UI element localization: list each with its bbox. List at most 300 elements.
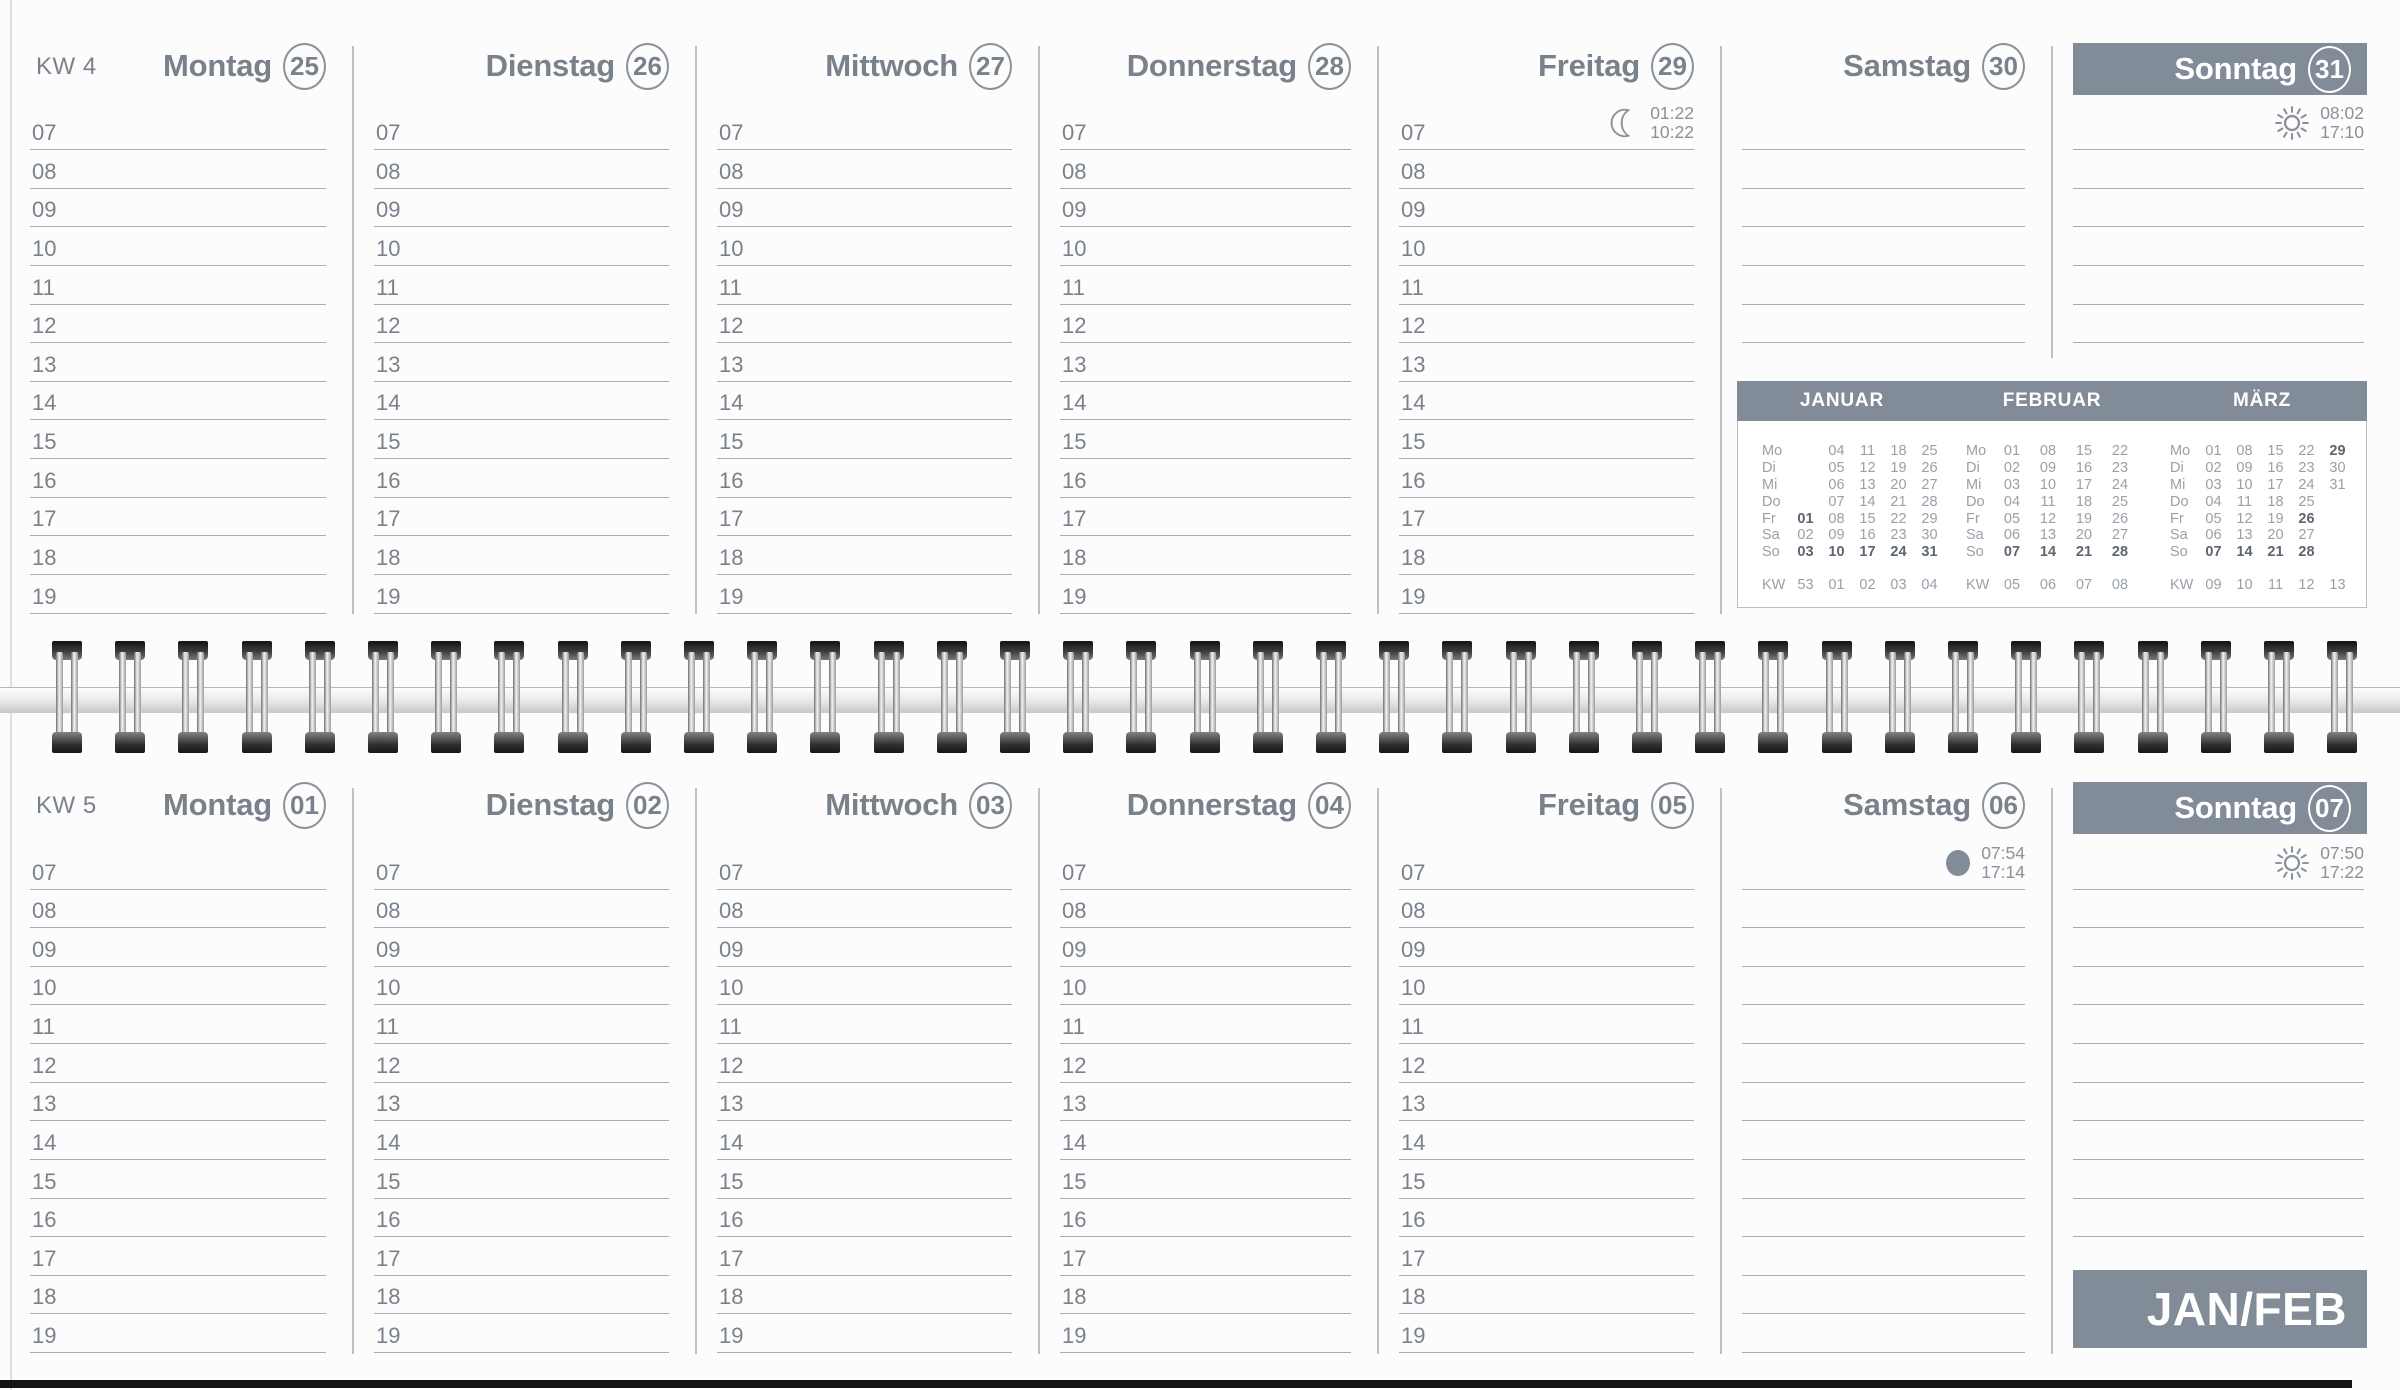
hour-line: [30, 226, 326, 227]
hour-line: [30, 613, 326, 614]
spiral-coil: [431, 641, 461, 753]
mini-calendar-cell: 04: [1828, 443, 1845, 460]
spiral-coil: [1569, 641, 1599, 753]
hour-label: 15: [719, 429, 744, 455]
hour-label: 12: [32, 1052, 57, 1078]
hour-label: 18: [719, 544, 744, 570]
mini-calendar-cell: 05: [2205, 510, 2222, 527]
mini-calendar-weekday-label: Do: [1966, 493, 1985, 510]
hour-line: [1399, 1198, 1694, 1199]
hour-line: [1399, 1082, 1694, 1083]
hour-label: 19: [1401, 583, 1426, 609]
spiral-coil-bottom-cap: [305, 732, 335, 753]
mini-calendar-cell: 15: [2267, 443, 2284, 460]
hour-label: 09: [1401, 936, 1426, 962]
hour-label: 07: [376, 859, 401, 885]
spiral-coil: [52, 641, 82, 753]
mini-calendar-cell: 14: [1859, 493, 1876, 510]
hour-label: 18: [32, 1284, 57, 1310]
hour-label: 18: [1062, 1284, 1087, 1310]
mini-calendar-cell: 10: [2039, 476, 2057, 493]
spiral-coil-bottom-cap: [1190, 732, 1220, 753]
day-number-badge: 29: [1651, 43, 1694, 90]
spiral-coil-bottom-cap: [747, 732, 777, 753]
hour-label: 16: [1401, 467, 1426, 493]
hour-line: [30, 381, 326, 382]
astro-times: [2320, 844, 2364, 883]
astro-time: 01:22: [1650, 102, 1694, 123]
hour-label: 15: [32, 429, 57, 455]
hour-line: [1060, 458, 1351, 459]
spiral-coil-bottom-cap: [1442, 732, 1472, 753]
hour-line: [717, 1120, 1012, 1121]
spiral-coil: [1000, 641, 1030, 753]
mini-calendar-cell: 18: [2267, 493, 2284, 510]
mini-calendar-weekday-label: Fr: [2170, 510, 2184, 527]
day-name: Montag: [163, 787, 272, 822]
spiral-coil-wire: [1573, 652, 1580, 742]
mini-calendar-weekday-label: Mo: [2170, 443, 2191, 460]
spiral-coil-wire: [1004, 652, 1011, 742]
hour-label: 18: [32, 544, 57, 570]
hour-label: 15: [1401, 1168, 1426, 1194]
mini-calendar-cell: 08: [2236, 443, 2253, 460]
day-header: [717, 40, 1012, 92]
mini-calendar-cell: 03: [2205, 476, 2222, 493]
hour-label: 16: [1062, 467, 1087, 493]
spiral-coil-bottom-cap: [1632, 732, 1662, 753]
note-line: [1742, 149, 2025, 150]
hour-label: 11: [719, 274, 742, 300]
mini-calendar-cell: 26: [1921, 460, 1938, 477]
mini-calendar-cell: 23: [2111, 460, 2129, 477]
mini-calendar-body: [1737, 421, 2367, 608]
hour-line: [1060, 226, 1351, 227]
mini-calendar-cell: 12: [2236, 510, 2253, 527]
hour-line: [30, 966, 326, 967]
mini-calendar-kw-cell: 01: [1828, 576, 1845, 593]
hour-line: [717, 1082, 1012, 1083]
spiral-coil-wire: [1145, 652, 1152, 742]
hour-label: 18: [376, 544, 401, 570]
hour-label: 14: [719, 390, 744, 416]
hour-label: 16: [376, 467, 401, 493]
hour-label: 11: [1401, 1014, 1424, 1040]
mini-calendar-cell: 16: [1859, 527, 1876, 544]
mini-calendar-cell: 20: [1890, 476, 1907, 493]
mini-calendar-kw-cell: 04: [1921, 576, 1938, 593]
spiral-coil: [2201, 641, 2231, 753]
note-line: [2073, 889, 2364, 890]
hour-label: 13: [1401, 351, 1426, 377]
spiral-coil: [1948, 641, 1978, 753]
hour-line: [1399, 889, 1694, 890]
spiral-coil-bottom-cap: [937, 732, 967, 753]
mini-calendar-cell: 17: [2075, 476, 2093, 493]
mini-calendar-cell: 11: [2040, 493, 2056, 510]
day-number-badge: 02: [626, 782, 669, 829]
day-number-badge: 25: [283, 43, 326, 90]
spiral-coil-wire: [829, 652, 836, 742]
mini-calendar-cell: 08: [1828, 510, 1845, 527]
spiral-coil-bottom-cap: [431, 732, 461, 753]
hour-line: [1060, 927, 1351, 928]
spiral-coil-wire: [324, 652, 331, 742]
hour-line: [374, 1159, 669, 1160]
spiral-coil-bottom-cap: [621, 732, 651, 753]
spiral-coil: [1190, 641, 1220, 753]
mini-calendar-weekday-label: Fr: [1966, 510, 1980, 527]
hour-line: [1399, 188, 1694, 189]
spiral-coil: [2264, 641, 2294, 753]
hour-label: 13: [1401, 1091, 1426, 1117]
spiral-coil-wire: [56, 652, 63, 742]
hour-label: 14: [376, 1129, 401, 1155]
hour-label: 14: [1401, 1129, 1426, 1155]
spiral-coil-wire: [2030, 652, 2037, 742]
spiral-coil: [1506, 641, 1536, 753]
hour-label: 07: [1401, 859, 1426, 885]
mini-calendar-cell: 24: [2111, 476, 2129, 493]
day-header: [1060, 779, 1351, 831]
spiral-coil-bottom-cap: [1822, 732, 1852, 753]
spiral-coil-wire: [1762, 652, 1769, 742]
spiral-coil-wire: [956, 652, 963, 742]
mini-calendar-cell: 31: [1921, 544, 1938, 561]
hour-line: [374, 535, 669, 536]
hour-line: [1399, 1313, 1694, 1314]
hour-line: [1060, 381, 1351, 382]
mini-calendar-day-row: [1762, 527, 1950, 544]
spiral-coil-bottom-cap: [1948, 732, 1978, 753]
hour-line: [30, 574, 326, 575]
mini-calendar-day-row: [1966, 493, 2154, 510]
mini-calendar-cell: 25: [2111, 493, 2129, 510]
spiral-coil-wire: [1510, 652, 1517, 742]
column-divider: [2051, 46, 2053, 358]
mini-calendar-kw-row: [1966, 577, 2154, 594]
mini-calendar-cell: 13: [1859, 476, 1876, 493]
spiral-coil-wire: [1082, 652, 1089, 742]
mini-calendar-day-row: [1966, 510, 2154, 527]
mini-calendar-cell: 07: [1828, 493, 1845, 510]
mini-calendar-cell: 29: [1921, 510, 1938, 527]
note-line: [1742, 226, 2025, 227]
hour-label: 13: [1062, 1091, 1087, 1117]
spiral-coil-wire: [562, 652, 569, 742]
mini-calendar-kw-row: [1762, 577, 1950, 594]
note-line: [1742, 1120, 2025, 1121]
spiral-coil-wire: [2331, 652, 2338, 742]
hour-label: 11: [376, 274, 399, 300]
note-line: [1742, 966, 2025, 967]
day-header-highlighted: [2073, 782, 2367, 834]
mini-calendar-kw-cell: 05: [2003, 576, 2021, 593]
note-line: [1742, 1043, 2025, 1044]
hour-line: [717, 419, 1012, 420]
hour-label: 17: [719, 506, 744, 532]
hour-line: [1399, 574, 1694, 575]
spiral-coil-bottom-cap: [178, 732, 208, 753]
mini-calendar-kw-cell: 09: [2205, 576, 2222, 593]
note-line: [1742, 265, 2025, 266]
day-number-badge: 04: [1308, 782, 1351, 829]
spiral-coil-wire: [1209, 652, 1216, 742]
mini-calendar-cell: 20: [2267, 527, 2284, 544]
day-header: [30, 40, 326, 92]
hour-line: [717, 574, 1012, 575]
mini-calendar-day-row: [1762, 544, 1950, 561]
spiral-coil-wire: [941, 652, 948, 742]
spiral-coil: [1758, 641, 1788, 753]
hour-label: 14: [1062, 390, 1087, 416]
kw-label: KW 4: [36, 53, 97, 80]
hour-line: [1399, 966, 1694, 967]
hour-line: [374, 188, 669, 189]
hour-label: 09: [719, 197, 744, 223]
column-divider: [1377, 46, 1379, 614]
hour-label: 10: [32, 975, 57, 1001]
spiral-coil-wire: [182, 652, 189, 742]
hour-label: 09: [376, 197, 401, 223]
hour-label: 10: [1062, 975, 1087, 1001]
spiral-coil-bottom-cap: [1063, 732, 1093, 753]
hour-label: 15: [1062, 1168, 1087, 1194]
spiral-coil: [1316, 641, 1346, 753]
day-name: Samstag: [1843, 48, 1971, 83]
day-header: [717, 779, 1012, 831]
hour-label: 13: [376, 351, 401, 377]
hour-label: 15: [719, 1168, 744, 1194]
spiral-coil-bottom-cap: [1885, 732, 1915, 753]
spiral-coil: [1632, 641, 1662, 753]
spiral-coil-bottom-cap: [1000, 732, 1030, 753]
hour-line: [30, 304, 326, 305]
spiral-coil-wire: [2093, 652, 2100, 742]
mini-calendar-cell: 28: [1921, 493, 1938, 510]
hour-line: [1060, 188, 1351, 189]
hour-label: 16: [719, 467, 744, 493]
note-line: [1742, 1159, 2025, 1160]
spiral-coil-wire: [2268, 652, 2275, 742]
spiral-coil-wire: [387, 652, 394, 742]
day-name: Dienstag: [485, 48, 615, 83]
astro-times: [1650, 104, 1694, 143]
hour-line: [1399, 419, 1694, 420]
spiral-coil-bottom-cap: [2074, 732, 2104, 753]
note-line: [2073, 927, 2364, 928]
spiral-coil: [937, 641, 967, 753]
hour-line: [1060, 419, 1351, 420]
mini-calendar-cell: 30: [2329, 460, 2346, 477]
hour-line: [374, 574, 669, 575]
spiral-coil-wire: [1320, 652, 1327, 742]
mini-calendar-cell: 07: [2003, 544, 2021, 561]
mini-calendar-month-header: FEBRUAR: [2002, 390, 2102, 411]
mini-calendar-weekday-label: Sa: [1762, 527, 1780, 544]
note-line: [2073, 1120, 2364, 1121]
mini-calendar-cell: 10: [1828, 544, 1845, 561]
day-name: Donnerstag: [1126, 48, 1297, 83]
spiral-coil: [1822, 641, 1852, 753]
spiral-coil-wire: [435, 652, 442, 742]
hour-label: 14: [1401, 390, 1426, 416]
hour-label: 16: [719, 1207, 744, 1233]
spiral-coil: [368, 641, 398, 753]
mini-calendar-cell: 31: [2329, 476, 2346, 493]
hour-line: [374, 149, 669, 150]
spiral-coil-wire: [1019, 652, 1026, 742]
note-line: [1742, 1352, 2025, 1353]
hour-line: [1399, 1275, 1694, 1276]
hour-line: [374, 1082, 669, 1083]
mini-calendar-day-row: [1966, 544, 2154, 561]
hour-line: [1060, 265, 1351, 266]
mini-calendar-day-row: [2170, 477, 2358, 494]
mini-calendar-cell: 06: [2205, 527, 2222, 544]
hour-line: [1060, 613, 1351, 614]
mini-calendar-month-header: MÄRZ: [2232, 390, 2292, 411]
astro-times: [1981, 844, 2025, 883]
hour-label: 15: [1401, 429, 1426, 455]
day-name: Donnerstag: [1126, 787, 1297, 822]
hour-label: 10: [376, 235, 401, 261]
note-line: [2073, 1198, 2364, 1199]
hour-line: [1060, 304, 1351, 305]
note-line: [1742, 342, 2025, 343]
mini-calendar-day-row: [2170, 460, 2358, 477]
sun-icon: [2273, 844, 2311, 882]
spiral-coil-bottom-cap: [1126, 732, 1156, 753]
hour-label: 08: [32, 898, 57, 924]
spiral-coil: [684, 641, 714, 753]
note-line: [2073, 1004, 2364, 1005]
hour-line: [1060, 966, 1351, 967]
hour-label: 19: [1401, 1323, 1426, 1349]
spiral-coil-wire: [1651, 652, 1658, 742]
hour-line: [374, 1352, 669, 1353]
hour-label: 12: [32, 313, 57, 339]
hour-label: 08: [376, 158, 401, 184]
spiral-coil-bottom-cap: [2138, 732, 2168, 753]
spiral-coil-wire: [703, 652, 710, 742]
column-divider: [1720, 788, 1722, 1354]
astro-info: [2073, 840, 2364, 886]
astro-info: [1399, 100, 1694, 146]
hour-line: [30, 188, 326, 189]
hour-label: 17: [719, 1245, 744, 1271]
day-name: Freitag: [1538, 787, 1640, 822]
mini-calendar-cell: 08: [2039, 443, 2057, 460]
mini-calendar-day-row: [2170, 527, 2358, 544]
hour-label: 14: [32, 390, 57, 416]
hour-label: 08: [1062, 898, 1087, 924]
mini-calendar-cell: 04: [2003, 493, 2021, 510]
hour-line: [717, 1313, 1012, 1314]
note-line: [1742, 304, 2025, 305]
hour-line: [374, 927, 669, 928]
astro-time: 08:02: [2320, 102, 2364, 123]
hour-label: 08: [1062, 158, 1087, 184]
hour-label: 09: [1062, 197, 1087, 223]
mini-calendar-kw-cell: 06: [2039, 576, 2057, 593]
spiral-coil-wire: [246, 652, 253, 742]
hour-label: 15: [376, 429, 401, 455]
mini-calendar-weekday-label: So: [1762, 544, 1780, 561]
hour-line: [1060, 1198, 1351, 1199]
note-line: [1742, 889, 2025, 890]
hour-line: [30, 497, 326, 498]
hour-line: [717, 1352, 1012, 1353]
spiral-coil: [305, 641, 335, 753]
hour-label: 19: [1062, 1323, 1087, 1349]
mini-calendar-day-row: [1966, 477, 2154, 494]
hour-line: [1399, 1352, 1694, 1353]
hour-label: 18: [1062, 544, 1087, 570]
spiral-coil-wire: [134, 652, 141, 742]
hour-line: [30, 1120, 326, 1121]
mini-calendar-weekday-label: Mo: [1966, 443, 1987, 460]
spiral-coil-wire: [625, 652, 632, 742]
astro-info: [1742, 840, 2025, 886]
day-header: [30, 779, 326, 831]
note-line: [2073, 226, 2364, 227]
mini-calendar: [1737, 381, 2367, 608]
note-line: [1742, 1082, 2025, 1083]
mini-calendar-weekday-label: So: [1966, 544, 1984, 561]
day-number-badge: 27: [969, 43, 1012, 90]
hour-label: 11: [32, 1014, 55, 1040]
spiral-coil-bottom-cap: [810, 732, 840, 753]
hour-label: 12: [1401, 313, 1426, 339]
mini-calendar-cell: 26: [2298, 510, 2315, 527]
mini-calendar-kw-row: [2170, 577, 2358, 594]
spiral-coil: [2011, 641, 2041, 753]
hour-label: 19: [1062, 583, 1087, 609]
mini-calendar-weekday-label: Mi: [1762, 476, 1778, 493]
hour-label: 07: [1401, 120, 1426, 145]
hour-line: [717, 342, 1012, 343]
hour-line: [1060, 1236, 1351, 1237]
mini-calendar-day-row: [1762, 510, 1950, 527]
spiral-coil-wire: [2283, 652, 2290, 742]
hour-line: [1399, 1004, 1694, 1005]
hour-line: [1399, 342, 1694, 343]
hour-line: [717, 927, 1012, 928]
astro-time: 17:10: [2320, 122, 2364, 142]
mini-calendar-day-row: [1762, 460, 1950, 477]
spiral-coil-bottom-cap: [368, 732, 398, 753]
spiral-coil-bottom-cap: [558, 732, 588, 753]
spiral-coil-wire: [1967, 652, 1974, 742]
hour-label: 08: [719, 158, 744, 184]
moon-crescent-icon: [1607, 106, 1641, 140]
mini-calendar-cell: 11: [2236, 493, 2253, 510]
spiral-coil-wire: [1636, 652, 1643, 742]
hour-label: 19: [32, 1323, 57, 1349]
mini-calendar-day-row: [2170, 443, 2358, 460]
spiral-coil-bottom-cap: [1695, 732, 1725, 753]
spiral-coil-wire: [2205, 652, 2212, 742]
hour-label: 12: [376, 313, 401, 339]
spiral-coil-wire: [577, 652, 584, 742]
hour-label: 08: [376, 898, 401, 924]
day-name: Montag: [163, 48, 272, 83]
hour-label: 13: [376, 1091, 401, 1117]
spiral-coil-bottom-cap: [1758, 732, 1788, 753]
hour-label: 19: [32, 583, 57, 609]
day-name: Mittwoch: [825, 787, 958, 822]
